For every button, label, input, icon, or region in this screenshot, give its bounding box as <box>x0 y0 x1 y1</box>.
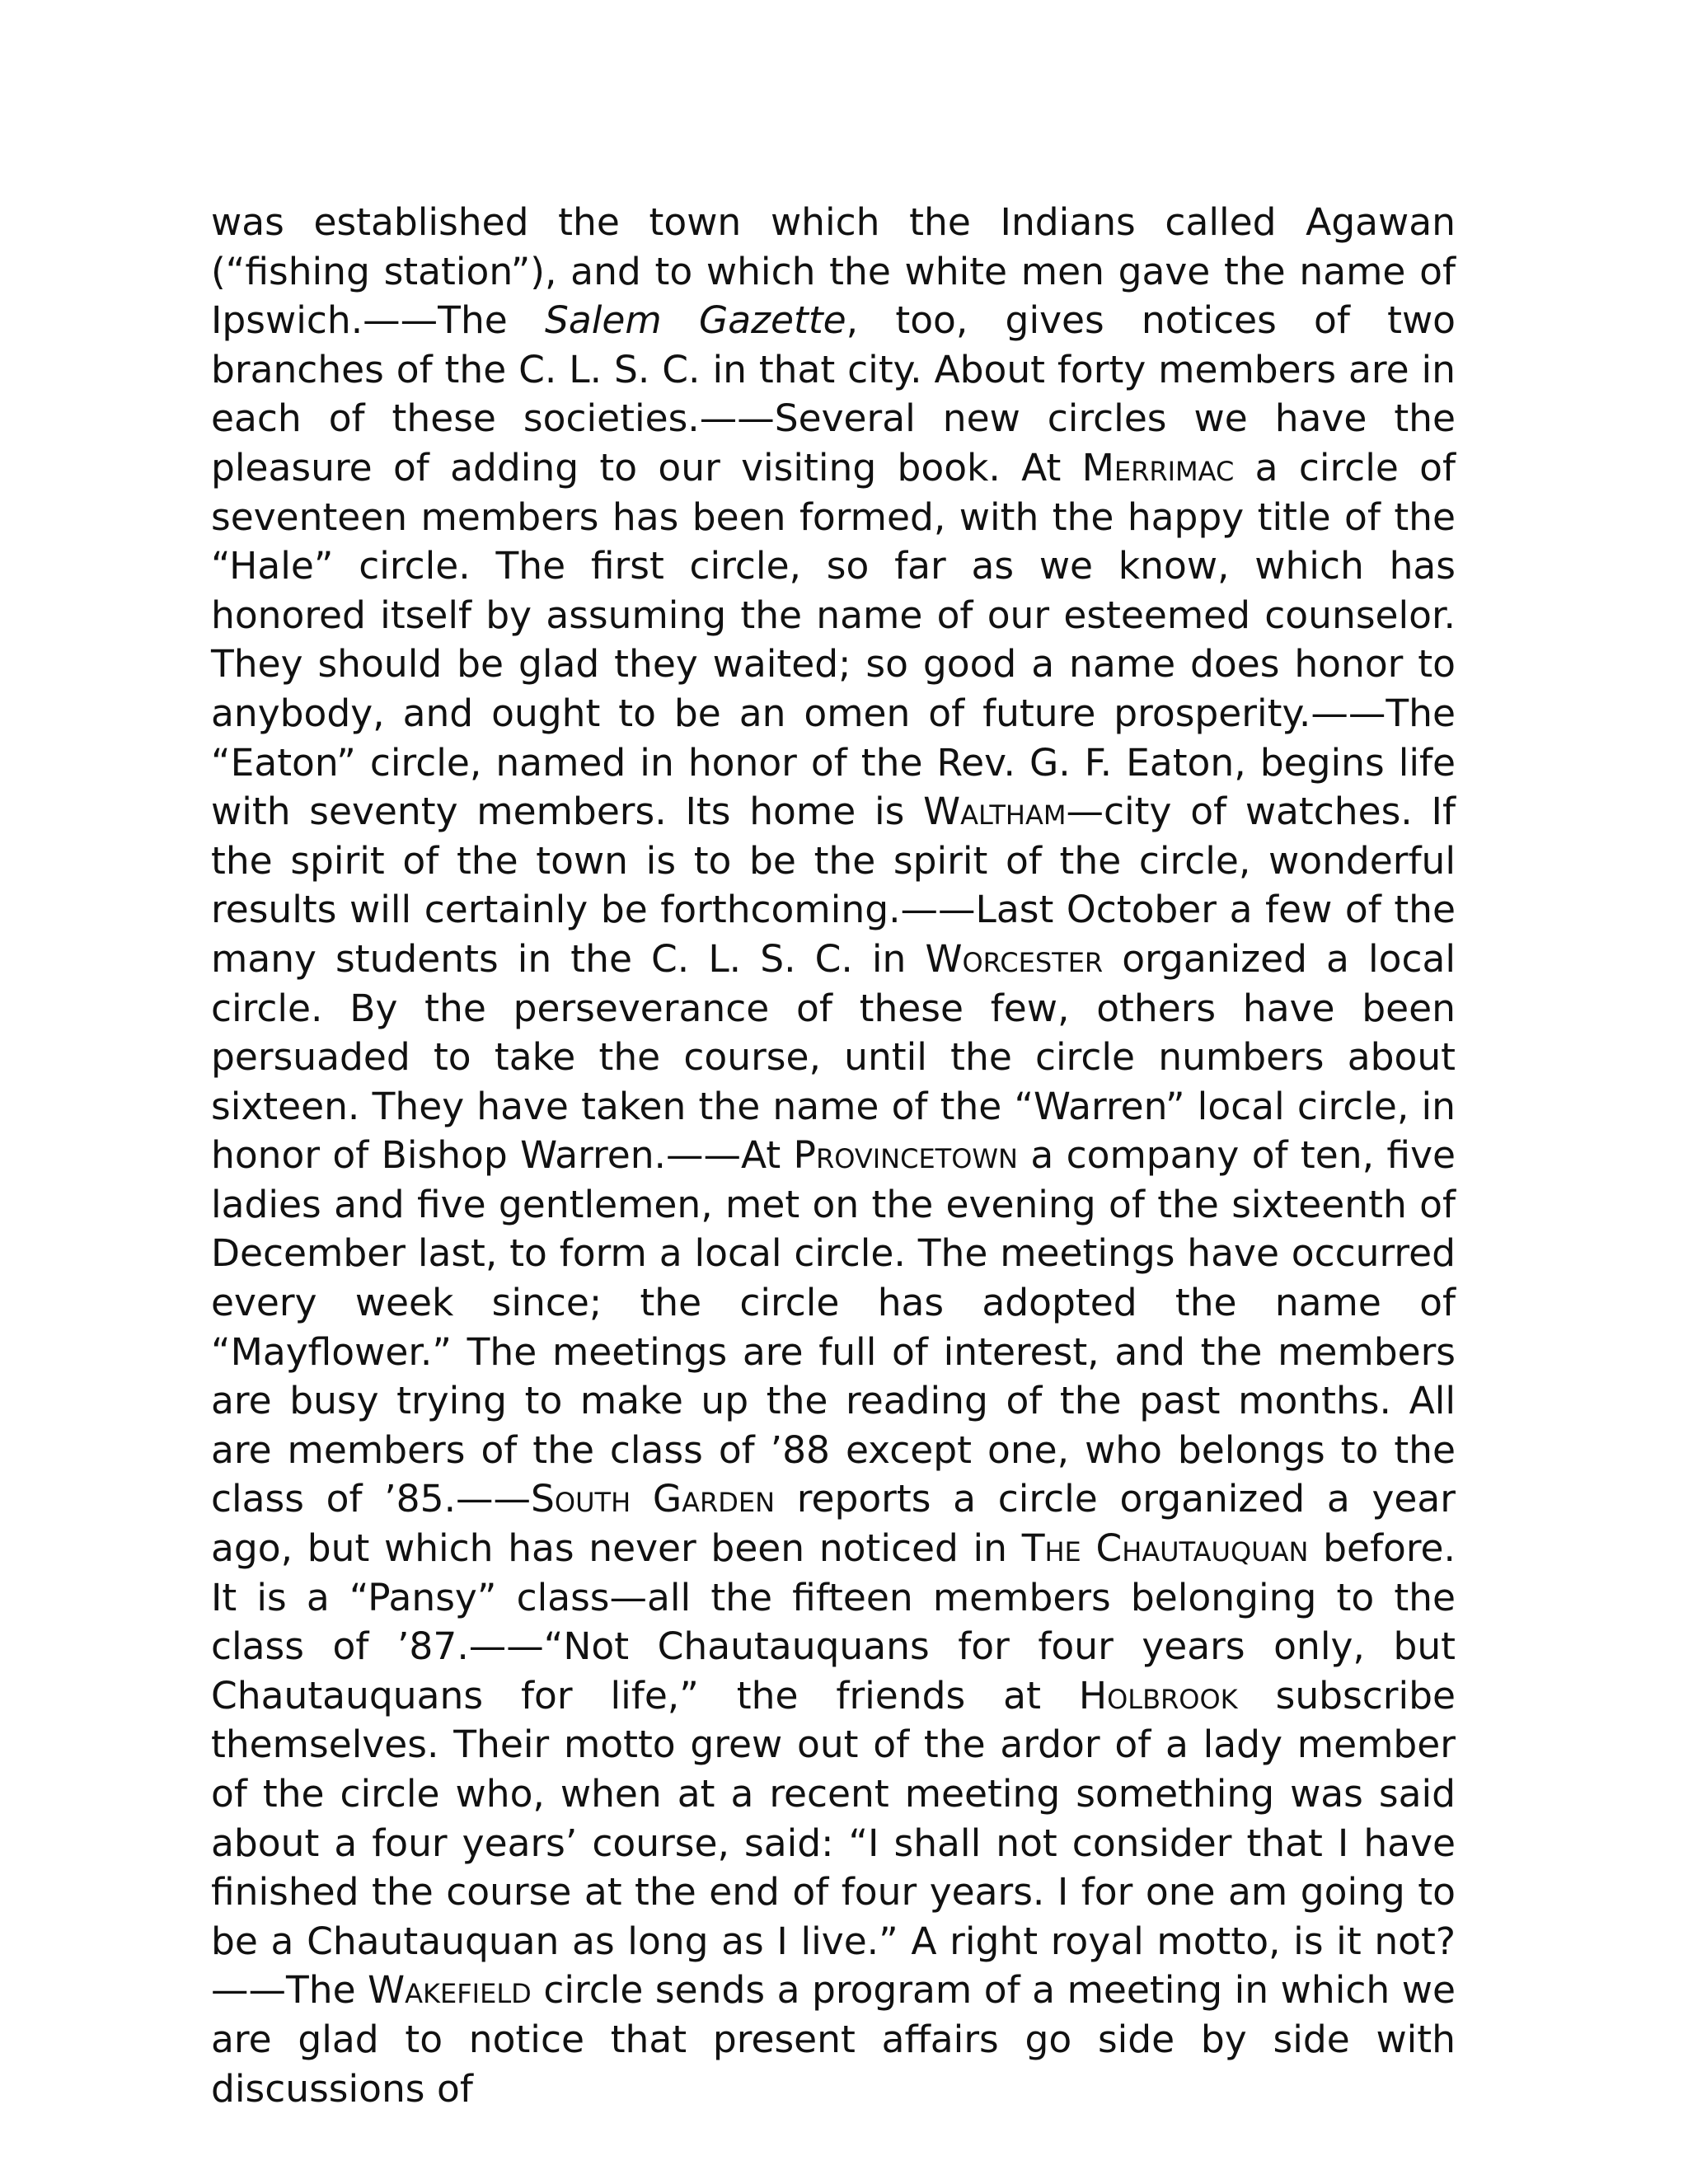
body-paragraph <box>211 198 1456 2113</box>
place-name-holbrook: Holbrook <box>1078 1673 1238 1718</box>
place-name-south-garden: South Garden <box>531 1477 776 1521</box>
place-name-worcester: Worcester <box>925 936 1104 981</box>
body-text <box>211 198 1456 2113</box>
text-run: —city of watches. If the spirit of the town is to be the spirit of the circle, wonderful results will certainly be forthcoming.——Last October a few of the many students in the C. L. S. C. in <box>211 790 1456 981</box>
text-run: before. It is a “Pansy” class—all the fifteen members belonging to the class of ’87.——“Not Chautauquans for four years only, but Chautauquans for life,” the friends at <box>211 1526 1456 1718</box>
text-run: reports a circle organized a year ago, but which has never been noticed in <box>211 1477 1456 1571</box>
text-run: a company of ten, five ladies and five gentlemen, met on the evening of the sixteenth of December last, to form a local circle. The meetings have occurred every week since; the circle has adopted the name of “Mayflower.” The meetings are full of interest, and the members are busy trying to make up the reading of the past months. All are members of the class of ’88 except one, who belongs to the class of ’85.—— <box>211 1133 1456 1521</box>
text-run: , too, gives notices of two branches of the C. L. S. C. in that city. About forty members are in each of these societies.——Several new circles we have the pleasure of adding to our visiting book. At <box>211 298 1456 490</box>
text-run: a circle of seventeen members has been formed, with the happy title of the “Hale” circle. The first circle, so far as we know, which has honored itself by assuming the name of our esteemed counselor. They should be glad they waited; so good a name does honor to anybody, and ought to be an omen of future prosperity.——The “Eaton” circle, named in honor of the Rev. G. F. Eaton, begins life with seventy members. Its home is <box>211 445 1456 834</box>
place-name-waltham: Waltham <box>923 790 1067 834</box>
place-name-provincetown: Provincetown <box>793 1133 1018 1178</box>
magazine-name: The Chautauquan <box>1021 1526 1309 1571</box>
publication-title: Salem Gazette <box>545 298 846 343</box>
place-name-wakefield: Wakefield <box>368 1968 532 2013</box>
text-run: circle sends a program of a meeting in which we are glad to notice that present affairs go side by side with discussions of <box>211 1968 1456 2111</box>
place-name-merrimac: Merrimac <box>1081 445 1235 490</box>
text-run: organized a local circle. By the perseverance of these few, others have been persuaded to take the course, until the circle numbers about sixteen. They have taken the name of the “Warren” local circle, in honor of Bishop Warren.——At <box>211 936 1456 1178</box>
text-run: subscribe themselves. Their motto grew out of the ardor of a lady member of the circle who, when at a recent meeting something was said about a four years’ course, said: “I shall not consider that I have finished the course at the end of four years. I for one am going to be a Chautauquan as long as I live.” A right royal motto, is it not?——The <box>211 1673 1456 2013</box>
text-run: was established the town which the Indians called Agawan (“fishing station”), and to which the white men gave the name of Ipswich.——The <box>211 200 1456 343</box>
